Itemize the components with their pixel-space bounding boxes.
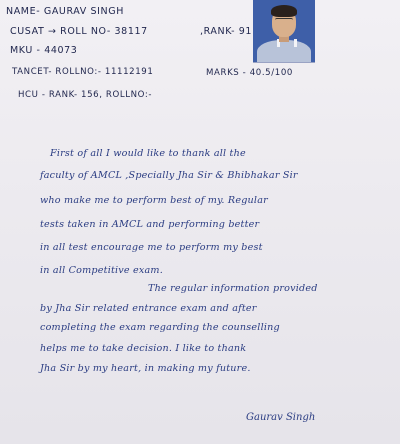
cusat-rank: ,RANK- 91 <box>200 26 253 37</box>
tancet-roll: TANCET- ROLLNO:- 11112191 <box>12 67 154 77</box>
signature: Gaurav Singh <box>246 412 316 423</box>
hcu-entry: HCU - RANK- 156, ROLLNO:- <box>18 90 153 100</box>
cusat-roll: CUSAT → ROLL NO- 38117 <box>10 26 148 37</box>
letter-line: by Jha Sir related entrance exam and after <box>40 303 257 314</box>
student-name: NAME- GAURAV SINGH <box>6 6 124 17</box>
tancet-marks: MARKS - 40.5/100 <box>206 68 293 78</box>
letter-line: First of all I would like to thank all the <box>50 148 246 159</box>
letter-line: who make me to perform best of my. Regular <box>40 195 268 206</box>
mku-entry: MKU - 44073 <box>10 45 78 56</box>
letter-line: in all Competitive exam. <box>40 265 163 276</box>
letter-line: helps me to take decision. I like to thank <box>40 343 247 354</box>
letter-line: in all test encourage me to perform my best <box>40 242 263 253</box>
letter-line: completing the exam regarding the counselling <box>40 322 280 333</box>
letter-line: The regular information provided <box>148 283 318 294</box>
letter-line: faculty of AMCL ,Specially Jha Sir & Bhibhakar Sir <box>40 170 298 181</box>
letter-line: Jha Sir by my heart, in making my future. <box>40 363 251 374</box>
student-photo <box>253 0 315 63</box>
letter-line: tests taken in AMCL and performing better <box>40 219 260 230</box>
